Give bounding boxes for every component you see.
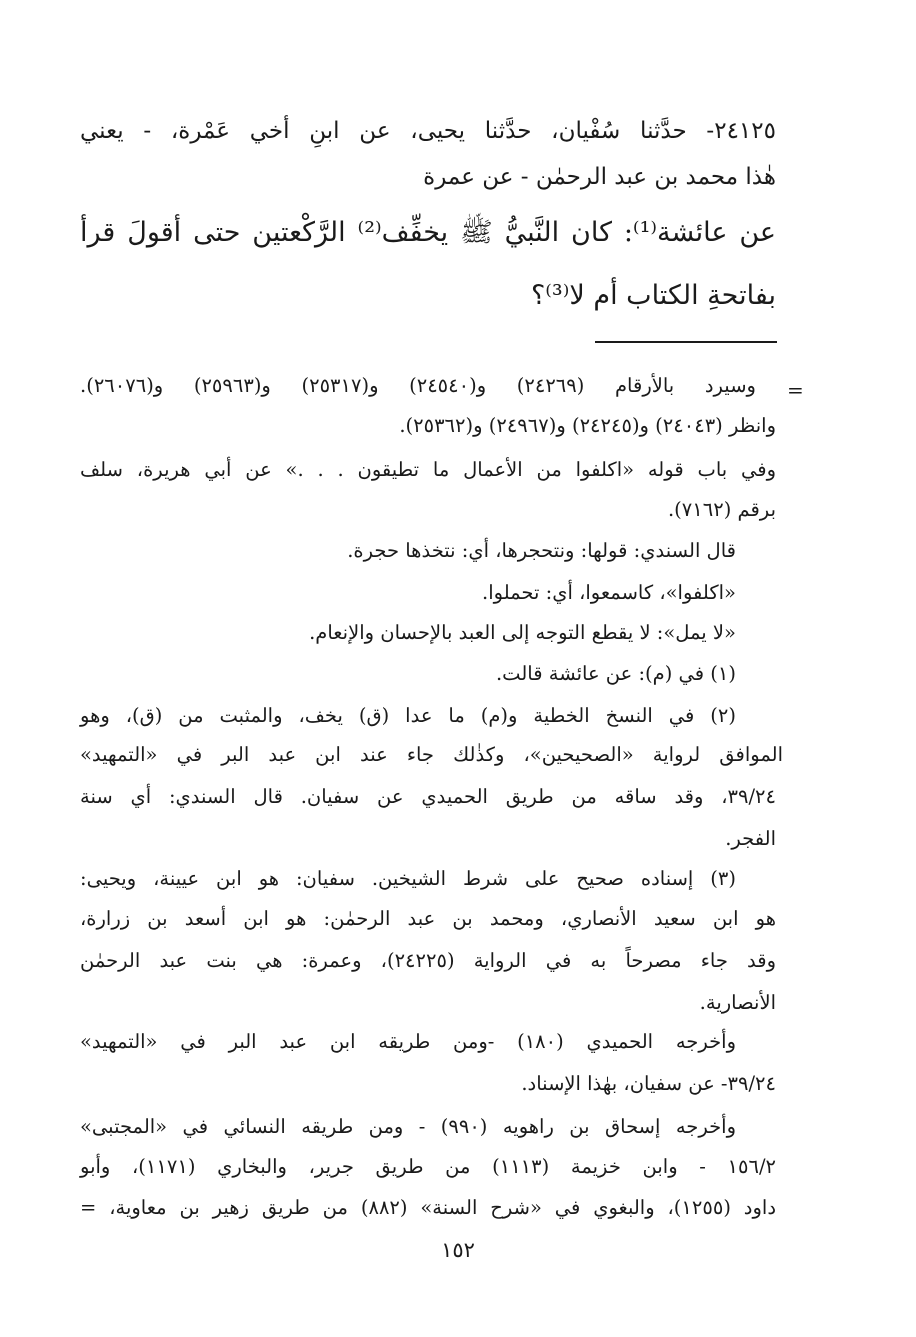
hadith-line-2: هٰذا محمد بن عبد الرحمٰن - عن عمرة xyxy=(423,164,776,190)
footnote-line: ١٥٦/٢ - وابن خزيمة (١١١٣) من طريق جرير، والبخاري (١١٧١)، وأبو xyxy=(80,1155,776,1178)
footnote-line: وأخرجه الحميدي (١٨٠) -ومن طريقه ابن عبد البر في «التمهيد» xyxy=(80,1030,736,1053)
footnote-line: هو ابن سعيد الأنصاري، ومحمد بن عبد الرحمٰن: هو ابن أسعد بن زرارة، xyxy=(80,907,776,930)
footnote-line: الفجر. xyxy=(725,827,776,850)
footnote-line: برقم (٧١٦٢). xyxy=(667,498,776,521)
footnote-line: قال السندي: قولها: ونتحجرها، أي: نتخذها حجرة. xyxy=(347,539,736,562)
footnote-line: (١) في (م): عن عائشة قالت. xyxy=(495,662,736,685)
footnote-line: ٣٩/٢٤، وقد ساقه من طريق الحميدي عن سفيان. قال السندي: أي سنة xyxy=(80,785,776,808)
footnote-separator xyxy=(595,341,777,343)
footnote-line: وانظر (٢٤٠٤٣) و(٢٤٢٤٥) و(٢٤٩٦٧) و(٢٥٣٦٢). xyxy=(399,414,776,437)
footnote-line: الأنصارية. xyxy=(699,991,776,1014)
footnote-line: وقد جاء مصرحاً به في الرواية (٢٤٢٢٥)، وعمرة: هي بنت عبد الرحمٰن xyxy=(80,949,777,972)
footnote-line: داود (١٢٥٥)، والبغوي في «شرح السنة» (٨٨٢) من طريق زهير بن معاوية، = xyxy=(80,1196,776,1219)
footnote-line: (٢) في النسخ الخطية و(م) ما عدا (ق) يخف، والمثبت من (ق)، وهو xyxy=(80,704,736,727)
hadith-line-4: بفاتحةِ الكتاب أم لا⁽³⁾؟ xyxy=(530,280,776,311)
hadith-line-1: ٢٤١٢٥- حدَّثنا سُفْيان، حدَّثنا يحيى، عن ابنِ أخي عَمْرة، - يعني xyxy=(80,118,776,144)
footnote-line: ٣٩/٢٤- عن سفيان، بهٰذا الإسناد. xyxy=(521,1072,776,1095)
footnote-line: «اكلفوا»، كاسمعوا، أي: تحملوا. xyxy=(482,581,736,604)
page-number: ١٥٢ xyxy=(441,1238,475,1262)
footnote-line: وفي باب قوله «اكلفوا من الأعمال ما تطيقون . . .» عن أبي هريرة، سلف xyxy=(80,458,776,481)
hadith-line-3: عن عائشة⁽¹⁾: كان النَّبيُّ ﷺ يخفِّف⁽²⁾ الرَّكْعتين حتى أقولَ قرأ xyxy=(80,217,776,248)
footnote-line: «لا يمل»: لا يقطع التوجه إلى العبد بالإحسان والإنعام. xyxy=(309,621,736,644)
footnote-line: وسيرد بالأرقام (٢٤٢٦٩) و(٢٤٥٤٠) و(٢٥٣١٧) و(٢٥٩٦٣) و(٢٦٠٧٦). xyxy=(80,374,756,397)
footnote-line: وأخرجه إسحاق بن راهويه (٩٩٠) - ومن طريقه النسائي في «المجتبى» xyxy=(80,1115,736,1138)
footnote-line: الموافق لرواية «الصحيحين»، وكذٰلك جاء عند ابن عبد البر في «التمهيد» xyxy=(80,743,783,766)
continuation-mark: = xyxy=(787,378,804,402)
footnote-line: (٣) إسناده صحيح على شرط الشيخين. سفيان: هو ابن عيينة، ويحيى: xyxy=(80,867,736,890)
